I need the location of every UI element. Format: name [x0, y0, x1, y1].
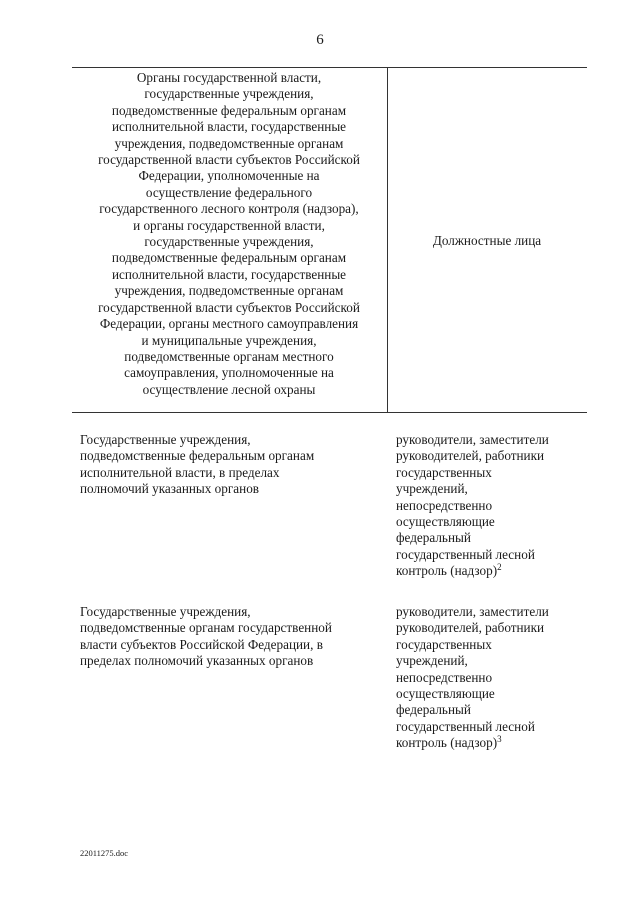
row-line: руководителей, работники [396, 448, 545, 464]
row-line: осуществляющие [396, 686, 495, 702]
row-2-officials [396, 604, 586, 752]
row-line: государственных [396, 464, 492, 480]
row-2-institution [80, 604, 380, 670]
row-line: федеральный [396, 702, 471, 718]
row-line: осуществляющие [396, 514, 495, 530]
row-line: Государственные учреждения, [80, 604, 251, 619]
row-line: Государственные учреждения, [80, 432, 251, 447]
header-line: учреждения, подведомственные органам [114, 135, 344, 151]
row-line: исполнительной власти, в пределах [80, 464, 280, 480]
header-line: исполнительной власти, государственные [111, 119, 347, 135]
header-line: Федерации, уполномоченные на [138, 168, 320, 184]
header-line: самоуправления, уполномоченные на [124, 365, 334, 381]
table-header-bottom-border [72, 412, 587, 413]
footnote-marker: 3 [497, 734, 502, 745]
header-line: подведомственные федеральным органам [111, 102, 347, 118]
row-line: непосредственно [396, 497, 493, 513]
header-line: учреждения, подведомственные органам [114, 283, 344, 299]
row-line: руководители, заместители [396, 432, 549, 447]
header-line: государственной власти субъектов Российской [98, 299, 360, 315]
row-line: власти субъектов Российской Федерации, в [80, 636, 323, 652]
row-line: полномочий указанных органов [80, 481, 260, 497]
header-line: Органы государственной власти, [136, 70, 322, 85]
row-line: учреждений, [396, 653, 468, 669]
header-line: государственного лесного контроля (надзора), [99, 201, 359, 217]
row-line: подведомственные органам государственной [80, 620, 332, 636]
row-1-institution [80, 432, 380, 498]
row-line [396, 735, 586, 751]
row-line: непосредственно [396, 669, 493, 685]
page-number: 6 [316, 32, 324, 48]
row-line: учреждений, [396, 481, 468, 497]
header-line: государственные учреждения, [144, 86, 314, 102]
header-line: подведомственные органам местного [124, 348, 334, 364]
row-line [396, 563, 586, 579]
document-filename: 22011275.doc [80, 848, 129, 858]
header-line: осуществление лесной охраны [142, 381, 316, 397]
row-line: государственный лесной [396, 718, 535, 734]
header-line: государственной власти субъектов Российской [98, 152, 360, 168]
row-line-text: контроль (надзор) [396, 563, 498, 579]
table-header-officials: Должностные лица [432, 233, 542, 248]
row-line: руководители, заместители [396, 604, 549, 619]
row-line: государственный лесной [396, 546, 535, 562]
row-line: подведомственные федеральным органам [80, 448, 315, 464]
table-top-border [72, 67, 587, 68]
header-line: и муниципальные учреждения, [141, 332, 317, 348]
row-line: государственных [396, 636, 492, 652]
table-header-organs [76, 70, 382, 398]
row-line-text: контроль (надзор) [396, 735, 498, 751]
header-line: и органы государственной власти, [133, 217, 325, 233]
row-line: пределах полномочий указанных органов [80, 653, 314, 669]
row-1-officials [396, 432, 586, 580]
header-line: исполнительной власти, государственные [111, 266, 347, 282]
row-line: федеральный [396, 530, 471, 546]
header-line: осуществление федерального [145, 184, 313, 200]
header-line: Федерации, органы местного самоуправления [99, 316, 359, 332]
header-line: государственные учреждения, [144, 234, 314, 250]
footnote-marker: 2 [497, 562, 502, 573]
row-line: руководителей, работники [396, 620, 545, 636]
header-line: подведомственные федеральным органам [111, 250, 347, 266]
table-column-divider [387, 67, 388, 412]
